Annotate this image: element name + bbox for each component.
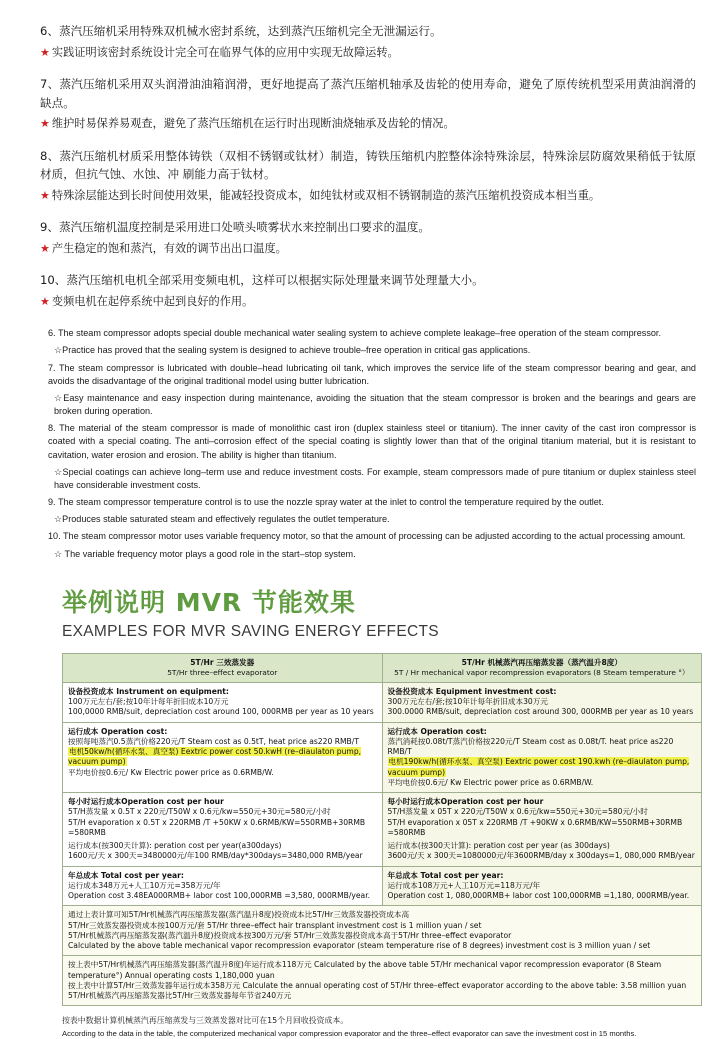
table-merged-row bbox=[63, 956, 702, 1006]
line: 每小时运行成本Operation cost per hour bbox=[387, 797, 544, 807]
cn-section-star bbox=[40, 44, 696, 62]
cn-section bbox=[40, 218, 696, 258]
table-merged-row bbox=[63, 906, 702, 956]
cell-operation-left bbox=[63, 722, 383, 793]
table-footer-note bbox=[62, 1015, 702, 1039]
line: 年总成本 Total cost per year: bbox=[68, 870, 184, 880]
cn-section-star bbox=[40, 240, 696, 258]
english-subnote: ☆Easy maintenance and easy inspection during maintenance, avoiding the situation that the steam compressor is broken and the bearings and gears are broken during operation. bbox=[54, 392, 696, 417]
section-heading bbox=[62, 583, 696, 641]
line: 运行成本108万元+人工10万元=118万元/年 bbox=[387, 880, 541, 890]
line: 年总成本 Total cost per year: bbox=[387, 870, 504, 880]
english-subnote: ☆Produces stable saturated steam and effectively regulates the outlet temperature. bbox=[54, 514, 390, 525]
line: 100,0000 RMB/suit, depreciation cost around 100, 000RMB per year as 10 years bbox=[68, 707, 374, 717]
star-icon: ★ bbox=[40, 189, 50, 203]
cn-section-star-text: 产生稳定的饱和蒸汽，有效的调节出出口温度。 bbox=[51, 242, 287, 256]
cn-section-main: 9、蒸汽压缩机温度控制是采用进口处喷头喷雾状水来控制出口要求的温度。 bbox=[40, 220, 430, 235]
cn-section-star-text: 变频电机在起停系统中起到良好的作用。 bbox=[51, 295, 254, 309]
line: 3600元/天 x 300天=1080000元/年3600RMB/day x 300days=1, 080,000 RMB/year bbox=[387, 851, 695, 861]
line: 每小时运行成本Operation cost per hour bbox=[68, 797, 224, 807]
cn-section-main: 10、蒸汽压缩机电机全部采用变频电机，这样可以根据实际处理量来调节处理量大小。 bbox=[40, 273, 484, 288]
line: Operation cost 3.48EA000RMB+ labor cost 100,000RMB =3,580, 000RMB/year. bbox=[68, 891, 371, 901]
line: 5T/Hr机械蒸汽再压缩蒸发器(蒸汽温升8度)投资成本按300万元/套 5T/Hr三效蒸发器投资成本高于5T/Hr three–effect evaporator bbox=[68, 930, 512, 940]
english-paragraph: 6. The steam compressor adopts special double mechanical water sealing system to achieve complete leakage–free operation of the steam compressor. bbox=[48, 328, 661, 339]
cell-operation-right bbox=[382, 722, 702, 793]
cell-hourly-left bbox=[63, 793, 383, 867]
line: 5T/H蒸发量 x 05T x 220元/T50W x 0.6元/kw=550元+30元=580元/小时 bbox=[387, 807, 648, 817]
heading-chinese: 举例说明 MVR 节能效果 bbox=[62, 587, 356, 617]
line: 运行成本348万元+人工10万元=358万元/年 bbox=[68, 880, 221, 890]
table-row bbox=[63, 866, 702, 906]
line: 按上表中5T/Hr机械蒸汽再压缩蒸发器(蒸汽温升8度)年运行成本118万元 Calculated by the above table 5T/Hr mechanical vapor recompression evaporator (8 Steam temperature°) Annual operating costs 1,180,000 yuan bbox=[68, 960, 662, 980]
cn-section-star-text: 实践证明该密封系统设计完全可在临界气体的应用中实现无故障运转。 bbox=[51, 45, 399, 59]
line: 运行成本(按300天计算): peration cost per year(a300days) bbox=[68, 841, 282, 851]
chinese-sections bbox=[40, 22, 696, 311]
table-row bbox=[63, 682, 702, 722]
cell-total-left bbox=[63, 866, 383, 906]
line: 5T/H蒸发量 x 0.5T x 220元/T50W x 0.6元/kw=550元+30元=580元/小时 bbox=[68, 807, 331, 817]
cell-invest-left bbox=[63, 682, 383, 722]
cell-hourly-right bbox=[382, 793, 702, 867]
line: 通过上表计算可知5T/Hr机械蒸汽再压缩蒸发器(蒸汽温升8度)投资成本比5T/Hr三效蒸发器投资成本高 bbox=[68, 910, 410, 920]
cn-section-main: 7、蒸汽压缩机采用双头润滑油油箱润滑，更好地提高了蒸汽压缩机轴承及齿轮的使用寿命，避免了原传统机型采用黄油润滑的缺点。 bbox=[40, 76, 696, 110]
cn-section bbox=[40, 147, 696, 206]
footer-english: According to the data in the table, the computerized mechanical vapor compression evaporator and the three–effect evaporator can save the investment cost in 15 months. bbox=[62, 1028, 637, 1038]
line: 300万元左右/套;按10年计每年折旧成本30万元 bbox=[387, 697, 548, 707]
english-subnote: ☆Special coatings can achieve long–term use and reduce investment costs. For example, steam compressors made of pure titanium or duplex stainless steel have considerable investment costs. bbox=[54, 466, 696, 490]
table-row bbox=[63, 722, 702, 793]
english-paragraph: 9. The steam compressor temperature control is to use the nozzle spray water at the inlet to control the temperature required by the outlet. bbox=[48, 497, 604, 508]
line: 平均电价按0.6元/ Kw Electric power price as 0.6RMB/W. bbox=[68, 767, 274, 777]
highlighted-text: 电机50kw/h(循环水泵、真空泵) Eextric power cost 50.kwH (re–diaulaton pump, vacuum pump) bbox=[68, 747, 362, 767]
line: 5T/H evaporation x 0.5T x 220RMB /T +50KW x 0.6RMB/KW=550RMB+30RMB =580RMB bbox=[68, 817, 366, 837]
line: 1600元/天 x 300天=3480000元/年100 RMB/day*300days=3480,000 RMB/year bbox=[68, 851, 363, 861]
star-icon: ★ bbox=[40, 295, 50, 309]
cn-section bbox=[40, 75, 696, 134]
line: 设备投资成本 Instrument on equipment: bbox=[68, 686, 229, 696]
cn-section bbox=[40, 271, 696, 311]
cn-section-star bbox=[40, 187, 696, 205]
star-icon: ★ bbox=[40, 117, 50, 131]
header-left-cn: 5T/Hr 三效蒸发器 bbox=[190, 657, 255, 667]
line: 运行成本(按300天计算): peration cost per year (as 300days) bbox=[387, 841, 610, 851]
header-right-en: 5T / Hr mechanical vapor recompression evaporators (8 Steam temperature °） bbox=[394, 668, 690, 677]
line: 5T/Hr三效蒸发器投资成本按100万元/套 5T/Hr three–effect hair transplant investment cost is 1 million yuan / set bbox=[68, 920, 482, 930]
line: 5T/Hr机械蒸汽再压缩蒸发器比5T/Hr三效蒸发器每年节省240万元 bbox=[68, 991, 292, 1001]
comparison-table bbox=[62, 653, 702, 1007]
line: 设备投资成本 Equipment investment cost: bbox=[387, 686, 557, 696]
english-paragraph: 10. The steam compressor motor uses variable frequency motor, so that the amount of processing can be adjusted according to the actual processing amount. bbox=[48, 531, 686, 542]
star-icon: ★ bbox=[40, 242, 50, 256]
line bbox=[68, 747, 377, 768]
line: 平均电价按0.6元/ Kw Electric power price as 0.6RMB/W. bbox=[387, 777, 594, 787]
cn-section bbox=[40, 22, 696, 62]
line: 按照每吨蒸汽0.5蒸汽价格220元/T Steam cost as 0.5tT, heat price as220 RMB/T bbox=[68, 736, 359, 746]
line: Calculated by the above table mechanical vapor recompression evaporator (steam temperature rise of 8 degrees) investment cost is 3 million yuan / set bbox=[68, 941, 651, 951]
line: 300.0000 RMB/suit, depreciation cost around 300, 000RMB per year as 10 years bbox=[387, 707, 694, 717]
english-subnote: ☆ The variable frequency motor plays a good role in the start–stop system. bbox=[54, 548, 356, 559]
english-subnote: ☆Practice has proved that the sealing system is designed to achieve trouble–free operation in critical gas applications. bbox=[54, 345, 531, 356]
highlighted-text: 电机190kw/h(循环水泵、真空泵) Eextric power cost 190.kwh (re–diaulaton pump, vacuum pump) bbox=[387, 757, 690, 777]
cn-section-star bbox=[40, 293, 696, 311]
line: Operation cost 1, 080,000RMB+ labor cost 100,000RMB =1,180, 000RMB/year. bbox=[387, 891, 690, 901]
heading-english: EXAMPLES FOR MVR SAVING ENERGY EFFECTS bbox=[62, 622, 439, 640]
cn-section-star bbox=[40, 115, 696, 133]
line: 100万元左右/套;按10年计每年折旧成本10万元 bbox=[68, 697, 229, 707]
cell-invest-right bbox=[382, 682, 702, 722]
cn-section-main: 8、蒸汽压缩机材质采用整体铸铁（双相不锈钢或钛材）制造，铸铁压缩机内腔整体涂特殊涂层，特殊涂层防腐效果稍低于钛原材质，但抗气蚀、水蚀、冲 刷能力高于钛材。 bbox=[40, 148, 696, 182]
cn-section-star-text: 特殊涂层能达到长时间使用效果，能减轻投资成本，如纯钛材或双相不锈钢制造的蒸汽压缩机投资成本相当重。 bbox=[51, 189, 601, 203]
table-header-right bbox=[382, 653, 702, 682]
footer-chinese: 按表中数据计算机械蒸汽再压缩蒸发与三效蒸发器对比可在15个月回收投资成本。 bbox=[62, 1016, 349, 1026]
table-row bbox=[63, 793, 702, 867]
cell-savings-note bbox=[63, 956, 702, 1006]
star-icon: ★ bbox=[40, 45, 50, 59]
table-header-left bbox=[63, 653, 383, 682]
english-paragraphs bbox=[40, 327, 696, 561]
line: 运行成本 Operation cost: bbox=[68, 726, 168, 736]
line: 按上表中计算5T/Hr三效蒸发器年运行成本358万元 Calculate the annual operating cost of 5T/Hr three–effect evaporator according to the above table: 3.58 million yuan bbox=[68, 980, 687, 990]
line: 蒸汽消耗按0.08t/T蒸汽价格按220元/T Steam cost as 0.08t/T. heat price as220 RMB/T bbox=[387, 736, 674, 757]
english-paragraph: 7. The steam compressor is lubricated with double–head lubricating oil tank, which improves the service life of the steam compressor bearing and gear, and avoids the disadvantage of the original traditional model using butter lubrication. bbox=[48, 362, 696, 386]
cell-total-right bbox=[382, 866, 702, 906]
line: 运行成本 Operation cost: bbox=[387, 726, 487, 736]
english-paragraph: 8. The material of the steam compressor is made of monolithic cast iron (duplex stainless steel or titanium). The inner cavity of the cast iron compressor is coated with a special coating. The anti–corrosion effect of the special coating is slightly lower than that of the original titanium material, but it is resistant to cavitation, water erosion and erosion. The ability is higher than titanium. bbox=[48, 423, 696, 460]
header-right-cn: 5T/Hr 机械蒸汽再压缩蒸发器（蒸汽温升8度） bbox=[461, 657, 622, 667]
cn-section-star-text: 维护时易保养易观查，避免了蒸汽压缩机在运行时出现断油烧轴承及齿轮的情况。 bbox=[51, 117, 455, 131]
line bbox=[388, 757, 697, 778]
table-header-row bbox=[63, 653, 702, 682]
line: 5T/H evaporation x 05T x 220RMB /T +90KW x 0.6RMB/KW=550RMB+30RMB =580RMB bbox=[387, 817, 683, 837]
header-left-en: 5T/Hr three–effect evaporator bbox=[167, 668, 278, 677]
cn-section-main: 6、蒸汽压缩机采用特殊双机械水密封系统，达到蒸汽压缩机完全无泄漏运行。 bbox=[40, 24, 442, 38]
cell-comparison-note bbox=[63, 906, 702, 956]
